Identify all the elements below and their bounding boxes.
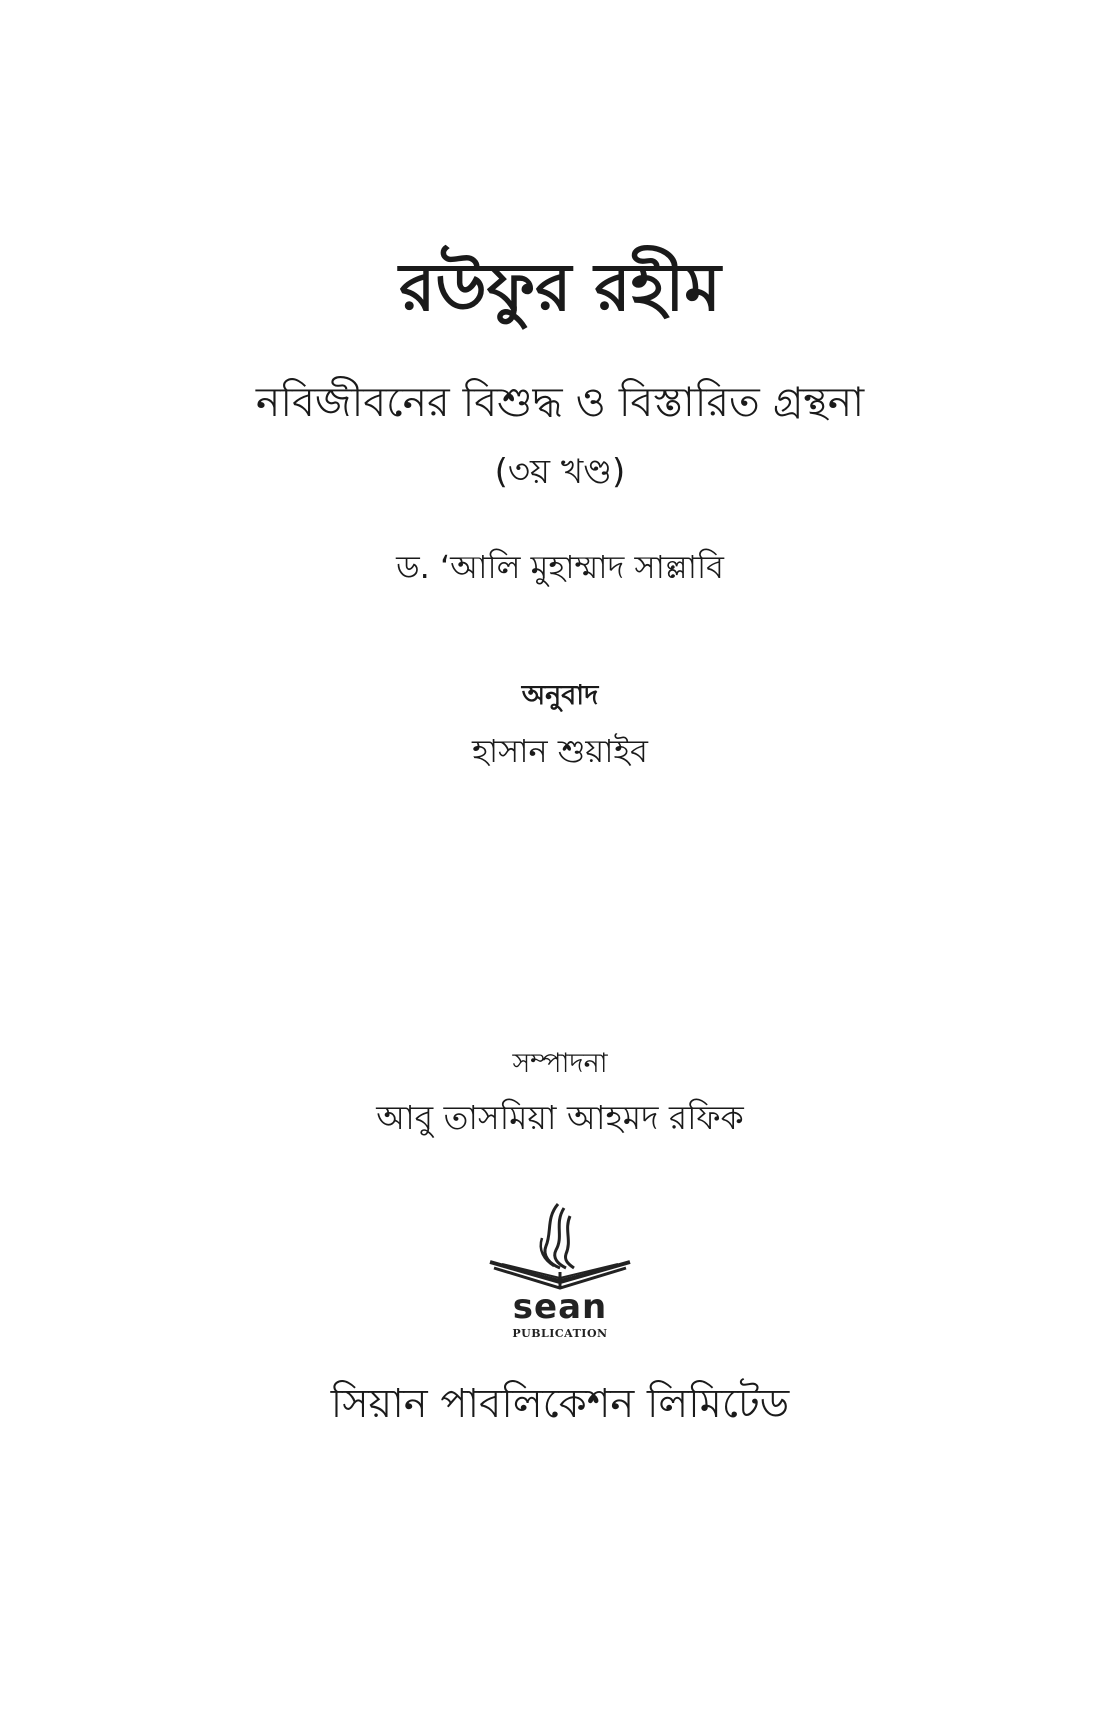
logo-wordmark: sean (512, 1287, 608, 1327)
editing-label: সম্পাদনা (512, 1048, 608, 1079)
logo-subtext: PUBLICATION (512, 1327, 608, 1340)
author-name: ড. ‘আলি মুহাম্মাদ সাল্লাবি (396, 548, 724, 586)
book-title: রউফুর রহীম (399, 249, 721, 326)
publisher-name: সিয়ান পাবলিকেশন লিমিটেড (330, 1381, 790, 1427)
editor-name: আবু তাসমিয়া আহমদ রফিক (376, 1098, 744, 1137)
translator-name: হাসান শুয়াইব (472, 732, 648, 770)
open-book-flame-icon (480, 1198, 640, 1290)
book-subtitle: নবিজীবনের বিশুদ্ধ ও বিস্তারিত গ্রন্থনা (255, 378, 865, 426)
translation-label: অনুবাদ (521, 680, 599, 711)
publisher-logo (480, 1198, 640, 1350)
volume-label: (৩য় খণ্ড) (494, 452, 626, 492)
